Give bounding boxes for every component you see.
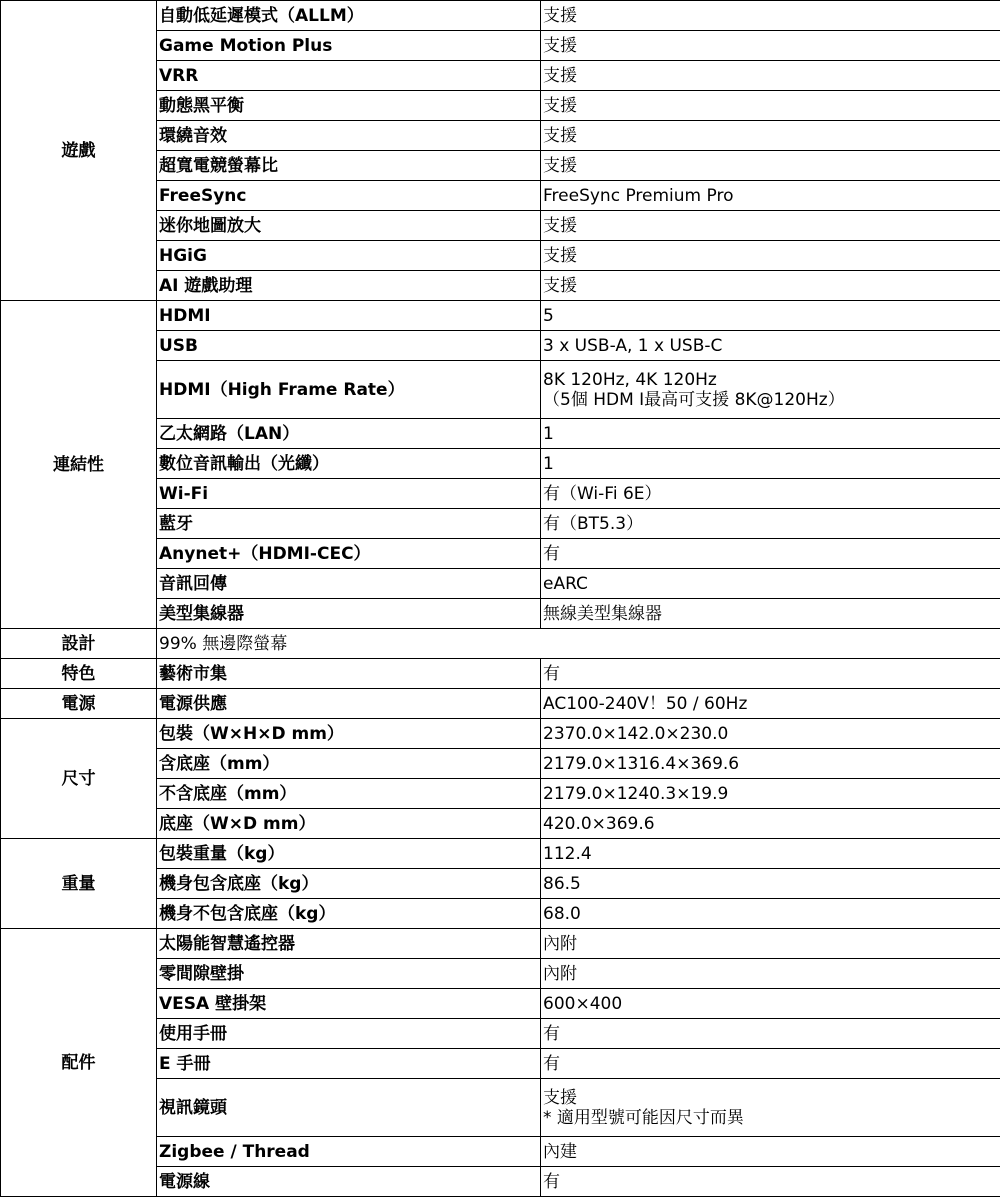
- spec-label: 99% 無邊際螢幕: [157, 629, 1000, 659]
- spec-value-line: 支援: [543, 155, 577, 176]
- spec-label: 太陽能智慧遙控器: [157, 929, 541, 959]
- spec-label: 機身不包含底座（kg）: [157, 899, 541, 929]
- spec-value: [541, 121, 1000, 151]
- spec-label: 迷你地圖放大: [157, 211, 541, 241]
- spec-value-line: 有（BT5.3）: [543, 513, 644, 534]
- category-cell: 遊戲: [1, 1, 157, 301]
- spec-label: 零間隙壁掛: [157, 959, 541, 989]
- spec-value: [541, 361, 1000, 419]
- spec-value-line: 2179.0×1316.4×369.6: [543, 753, 740, 774]
- spec-label: 視訊鏡頭: [157, 1079, 541, 1137]
- spec-label: 包裝重量（kg）: [157, 839, 541, 869]
- spec-value: [541, 211, 1000, 241]
- spec-value-line: 5: [543, 305, 554, 326]
- spec-label: 電源供應: [157, 689, 541, 719]
- spec-value-line: AC100-240V！50 / 60Hz: [543, 693, 748, 714]
- spec-label: AI 遊戲助理: [157, 271, 541, 301]
- spec-value-line: （5個 HDM I最高可支援 8K@120Hz）: [543, 389, 845, 410]
- spec-value: [541, 719, 1000, 749]
- spec-value-line: eARC: [543, 573, 588, 594]
- spec-value: [541, 1049, 1000, 1079]
- spec-value: [541, 1079, 1000, 1137]
- spec-row: [1, 929, 1000, 959]
- spec-value-line: 3 x USB-A, 1 x USB-C: [543, 335, 723, 356]
- spec-label: Wi-Fi: [157, 479, 541, 509]
- spec-label: 自動低延遲模式（ALLM）: [157, 1, 541, 31]
- spec-value-line: 有（Wi-Fi 6E）: [543, 483, 662, 504]
- category-cell: 特色: [1, 659, 157, 689]
- spec-value: [541, 779, 1000, 809]
- category-cell: 配件: [1, 929, 157, 1197]
- spec-value: [541, 301, 1000, 331]
- spec-value-line: 600×400: [543, 993, 623, 1014]
- spec-value: [541, 839, 1000, 869]
- spec-value-line: 支援: [543, 215, 577, 236]
- spec-value: [541, 569, 1000, 599]
- spec-value: [541, 1019, 1000, 1049]
- spec-label: 包裝（W×H×D mm）: [157, 719, 541, 749]
- spec-value-line: 8K 120Hz, 4K 120Hz: [543, 369, 717, 390]
- spec-value-line: 支援: [543, 5, 577, 26]
- spec-value-line: 有: [543, 1053, 560, 1074]
- spec-value: [541, 91, 1000, 121]
- spec-value: [541, 1, 1000, 31]
- spec-label: E 手冊: [157, 1049, 541, 1079]
- spec-value: [541, 241, 1000, 271]
- spec-value-line: 有: [543, 1023, 560, 1044]
- spec-value: [541, 479, 1000, 509]
- spec-label: HDMI: [157, 301, 541, 331]
- spec-label: 使用手冊: [157, 1019, 541, 1049]
- spec-value-line: 112.4: [543, 843, 592, 864]
- spec-label: 動態黑平衡: [157, 91, 541, 121]
- spec-value: [541, 1167, 1000, 1197]
- spec-label: 電源線: [157, 1167, 541, 1197]
- category-cell: 電源: [1, 689, 157, 719]
- spec-value-line: 1: [543, 453, 554, 474]
- spec-value-line: 2370.0×142.0×230.0: [543, 723, 729, 744]
- spec-row: [1, 719, 1000, 749]
- spec-value: [541, 539, 1000, 569]
- spec-label: FreeSync: [157, 181, 541, 211]
- spec-value-line: 有: [543, 663, 560, 684]
- spec-label: 機身包含底座（kg）: [157, 869, 541, 899]
- spec-value-line: 2179.0×1240.3×19.9: [543, 783, 729, 804]
- spec-value: [541, 419, 1000, 449]
- spec-row: [1, 1, 1000, 31]
- spec-row: [1, 839, 1000, 869]
- spec-value: [541, 331, 1000, 361]
- spec-label: 藍牙: [157, 509, 541, 539]
- spec-row: [1, 689, 1000, 719]
- spec-label: 超寬電競螢幕比: [157, 151, 541, 181]
- spec-label: USB: [157, 331, 541, 361]
- spec-value-line: 支援: [543, 275, 577, 296]
- spec-label: VESA 壁掛架: [157, 989, 541, 1019]
- spec-value: [541, 749, 1000, 779]
- spec-table-body: [1, 1, 1000, 1197]
- spec-value-line: 有: [543, 1171, 560, 1192]
- spec-value: [541, 689, 1000, 719]
- spec-value: [541, 659, 1000, 689]
- spec-value: [541, 899, 1000, 929]
- spec-value-line: * 適用型號可能因尺寸而異: [543, 1107, 744, 1128]
- spec-row: [1, 301, 1000, 331]
- spec-value-line: 有: [543, 543, 560, 564]
- spec-value-line: 支援: [543, 35, 577, 56]
- spec-value-line: 支援: [543, 65, 577, 86]
- spec-value: [541, 151, 1000, 181]
- spec-value-line: FreeSync Premium Pro: [543, 185, 734, 206]
- spec-value: [541, 271, 1000, 301]
- spec-value: [541, 1137, 1000, 1167]
- spec-value: [541, 61, 1000, 91]
- spec-label: VRR: [157, 61, 541, 91]
- spec-value: [541, 989, 1000, 1019]
- spec-label: 乙太網路（LAN）: [157, 419, 541, 449]
- spec-value: [541, 509, 1000, 539]
- category-cell: 尺寸: [1, 719, 157, 839]
- spec-label: 底座（W×D mm）: [157, 809, 541, 839]
- spec-value: [541, 449, 1000, 479]
- category-cell: 重量: [1, 839, 157, 929]
- spec-value: [541, 809, 1000, 839]
- spec-label: Anynet+（HDMI-CEC）: [157, 539, 541, 569]
- spec-value-line: 68.0: [543, 903, 581, 924]
- spec-value-line: 支援: [543, 1087, 577, 1108]
- spec-label: 藝術市集: [157, 659, 541, 689]
- spec-value-line: 內附: [543, 963, 577, 984]
- spec-label: 數位音訊輸出（光纖）: [157, 449, 541, 479]
- spec-label: HDMI（High Frame Rate）: [157, 361, 541, 419]
- spec-value-line: 內附: [543, 933, 577, 954]
- spec-value-line: 支援: [543, 95, 577, 116]
- spec-row: [1, 659, 1000, 689]
- spec-value: [541, 181, 1000, 211]
- spec-value-line: 1: [543, 423, 554, 444]
- spec-label: 含底座（mm）: [157, 749, 541, 779]
- spec-value: [541, 599, 1000, 629]
- spec-value-line: 支援: [543, 245, 577, 266]
- spec-label: 美型集線器: [157, 599, 541, 629]
- spec-value: [541, 869, 1000, 899]
- spec-value: [541, 31, 1000, 61]
- spec-value-line: 無線美型集線器: [543, 603, 662, 624]
- spec-value-line: 420.0×369.6: [543, 813, 655, 834]
- spec-value-line: 內建: [543, 1141, 577, 1162]
- spec-label: 音訊回傳: [157, 569, 541, 599]
- spec-label: HGiG: [157, 241, 541, 271]
- spec-value: [541, 959, 1000, 989]
- spec-value-line: 支援: [543, 125, 577, 146]
- spec-value-line: 86.5: [543, 873, 581, 894]
- category-cell: 連結性: [1, 301, 157, 629]
- spec-value: [541, 929, 1000, 959]
- category-cell: 設計: [1, 629, 157, 659]
- spec-row: [1, 629, 1000, 659]
- spec-label: Zigbee / Thread: [157, 1137, 541, 1167]
- spec-label: Game Motion Plus: [157, 31, 541, 61]
- spec-label: 不含底座（mm）: [157, 779, 541, 809]
- spec-label: 環繞音效: [157, 121, 541, 151]
